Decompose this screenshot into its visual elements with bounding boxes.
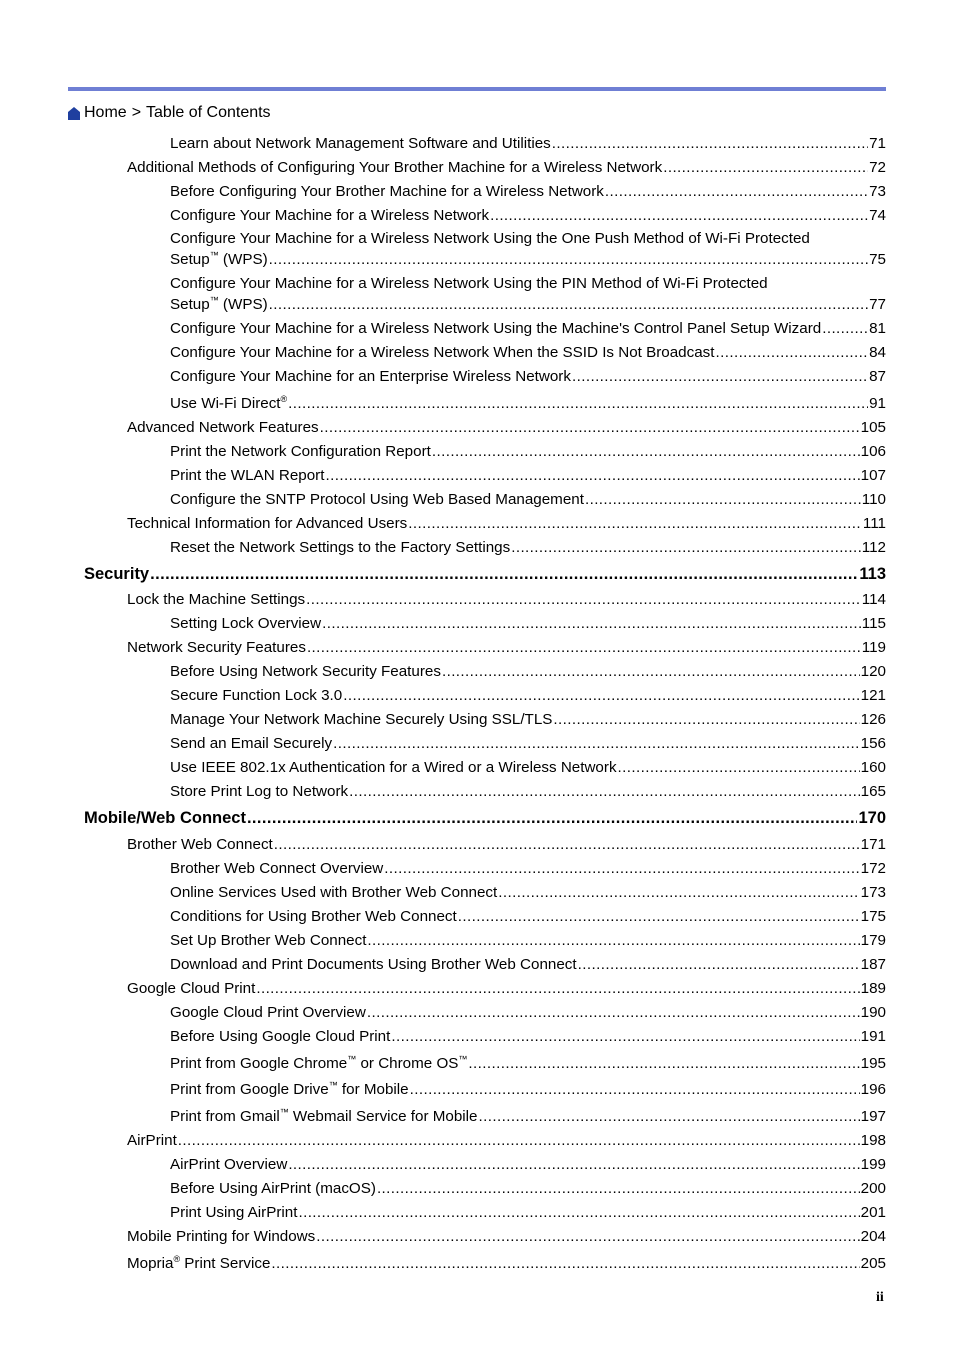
toc-entry-title[interactable] — [170, 1028, 390, 1045]
dot-leader — [479, 1108, 860, 1125]
toc-entry-title[interactable] — [127, 980, 255, 997]
toc-entry-page-number: 126 — [860, 711, 886, 728]
toc-entry[interactable] — [170, 250, 886, 268]
toc-entry-title[interactable] — [170, 687, 342, 704]
toc-entry-title-text: Store Print Log to Network — [170, 783, 349, 800]
dot-leader — [325, 467, 859, 484]
dot-leader — [269, 296, 868, 313]
toc-entry-title-text: Use Wi-Fi Direct — [170, 395, 281, 412]
toc-entry-title-text: Before Using Network Security Features — [170, 663, 441, 680]
toc-entry-page-number: 187 — [860, 956, 886, 973]
toc-entry-title-text: Network Security Features — [127, 639, 306, 656]
toc-entry-title-text: Reset the Network Settings to the Factory Settings — [170, 539, 511, 556]
toc-entry-title[interactable] — [84, 809, 246, 828]
toc-entry-page-number: 84 — [869, 344, 886, 361]
toc-entry-title-line[interactable]: Configure Your Machine for a Wireless Network Using the One Push Method of Wi-Fi Protected — [170, 230, 810, 247]
toc-entry-page-number: 195 — [860, 1055, 886, 1072]
dot-leader — [585, 491, 861, 508]
toc-entry-page-number: 77 — [869, 296, 886, 313]
toc-entry-title[interactable] — [170, 135, 551, 152]
toc-entry-title-text: Print from Gmail — [170, 1108, 280, 1125]
toc-entry-title-text: Advanced Network Features — [127, 419, 319, 436]
toc-entry[interactable] — [170, 295, 886, 313]
toc-entry[interactable] — [127, 590, 886, 608]
toc-entry-page-number: 107 — [860, 467, 886, 484]
toc-entry-title-text: Before Using Google Cloud Print — [170, 1028, 391, 1045]
toc-entry-title-text: Learn about Network Management Software and Utilities — [170, 135, 551, 152]
toc-entry-page-number: 172 — [860, 860, 886, 877]
toc-entry[interactable] — [170, 614, 886, 632]
toc-entry-title-tail: for Mobile — [337, 1081, 409, 1098]
toc-entry-page-number: 165 — [860, 783, 886, 800]
toc-entry-title[interactable] — [170, 759, 617, 776]
toc-entry-title[interactable] — [127, 1132, 177, 1149]
toc-entry-page-number: 173 — [860, 884, 886, 901]
toc-entry-title[interactable] — [127, 1228, 315, 1245]
toc-entry-title[interactable] — [170, 539, 510, 556]
toc-entry-title-text: Set Up Brother Web Connect — [170, 932, 367, 949]
trademark-mark: ™ — [328, 1080, 338, 1090]
dot-leader — [410, 1081, 860, 1098]
dot-leader — [256, 980, 859, 997]
toc-entry-title[interactable] — [170, 711, 552, 728]
toc-entry-title-text: Print Using AirPrint — [170, 1204, 298, 1221]
toc-entry-title[interactable] — [170, 932, 366, 949]
toc-entry-page-number: 91 — [869, 395, 886, 412]
toc-entry[interactable] — [170, 734, 886, 752]
toc-entry-page-number: 200 — [860, 1180, 886, 1197]
toc-entry-title[interactable] — [170, 1108, 478, 1125]
dot-leader — [490, 207, 868, 224]
toc-entry-page-number: 204 — [860, 1228, 886, 1245]
toc-entry-title[interactable] — [170, 908, 457, 925]
toc-entry-title[interactable] — [170, 251, 268, 268]
toc-entry-title-text: Lock the Machine Settings — [127, 591, 306, 608]
toc-entry[interactable] — [127, 1227, 886, 1245]
toc-entry-title-text: Configure Your Machine for an Enterprise Wireless Network — [170, 368, 571, 385]
toc-entry-title[interactable] — [170, 207, 489, 224]
toc-entry-title-text: Download and Print Documents Using Brother Web Connect — [170, 956, 577, 973]
toc-entry-title-text: Secure Function Lock 3.0 — [170, 687, 343, 704]
toc-entry[interactable] — [127, 418, 886, 436]
toc-entry[interactable] — [170, 367, 886, 385]
toc-entry-page-number: 156 — [860, 735, 886, 752]
toc-entry-title[interactable] — [170, 1081, 409, 1098]
breadcrumb-current: Table of Contents — [146, 104, 271, 121]
toc-entry[interactable] — [170, 206, 886, 224]
dot-leader — [715, 344, 868, 361]
breadcrumb-home-link[interactable]: Home — [84, 104, 127, 121]
dot-leader — [150, 565, 858, 584]
toc-entry-title-text: Brother Web Connect Overview — [170, 860, 384, 877]
toc-entry[interactable] — [170, 1155, 886, 1173]
toc-entry-page-number: 113 — [859, 565, 886, 583]
toc-entry-title-text: Manage Your Network Machine Securely Using SSL/TLS — [170, 711, 553, 728]
toc-entry-page-number: 170 — [858, 809, 886, 827]
toc-entry-page-number: 197 — [860, 1108, 886, 1125]
dot-leader — [511, 539, 861, 556]
toc-entry[interactable] — [127, 1131, 886, 1149]
dot-leader — [367, 932, 859, 949]
toc-entry-page-number: 75 — [869, 251, 886, 268]
home-icon[interactable] — [68, 107, 80, 120]
dot-leader — [316, 1228, 859, 1245]
toc-entry[interactable] — [170, 394, 886, 412]
trademark-mark: ™ — [209, 295, 219, 305]
header-rule — [68, 87, 886, 91]
dot-leader — [274, 836, 860, 853]
toc-entry-title[interactable] — [170, 1055, 467, 1072]
dot-leader — [663, 159, 868, 176]
toc-entry-page-number: 120 — [860, 663, 886, 680]
toc-entry[interactable] — [170, 343, 886, 361]
toc-entry[interactable] — [170, 859, 886, 877]
dot-leader — [822, 320, 868, 337]
trademark-mark: ™ — [458, 1054, 468, 1064]
dot-leader — [367, 1004, 860, 1021]
toc-entry-page-number: 71 — [869, 135, 886, 152]
dot-leader — [391, 1028, 859, 1045]
toc-entry-title-text: Brother Web Connect — [127, 836, 273, 853]
toc-entry[interactable] — [170, 758, 886, 776]
toc-entry-page-number: 198 — [860, 1132, 886, 1149]
toc-entry-title[interactable] — [127, 515, 407, 532]
trademark-mark: ® — [280, 394, 288, 404]
toc-entry-title[interactable] — [127, 419, 319, 436]
toc-entry-title[interactable] — [127, 159, 662, 176]
toc-entry-title-text: AirPrint Overview — [170, 1156, 288, 1173]
toc-entry-page-number: 196 — [860, 1081, 886, 1098]
toc-entry[interactable] — [170, 134, 886, 152]
dot-leader — [458, 908, 860, 925]
toc-entry-title-text: Online Services Used with Brother Web Connect — [170, 884, 498, 901]
toc-entry-title-tail: or Chrome OS — [356, 1055, 459, 1072]
toc-entry[interactable] — [170, 1027, 886, 1045]
toc-entry-title-text: Google Cloud Print — [127, 980, 256, 997]
dot-leader — [306, 591, 861, 608]
toc-entry[interactable] — [170, 538, 886, 556]
toc-entry-page-number: 74 — [869, 207, 886, 224]
toc-entry-title-text: Print the Network Configuration Report — [170, 443, 431, 460]
toc-entry-title-text: Use IEEE 802.1x Authentication for a Wired or a Wireless Network — [170, 759, 617, 776]
toc-entry-title-text: Configure Your Machine for a Wireless Network — [170, 207, 490, 224]
toc-entry-page-number: 179 — [860, 932, 886, 949]
toc-entry[interactable] — [170, 490, 886, 508]
toc-entry-title[interactable] — [127, 836, 273, 853]
toc-entry-page-number: 191 — [860, 1028, 886, 1045]
toc-entry-page-number: 105 — [860, 419, 886, 436]
toc-entry-title-text: Configure Your Machine for a Wireless Network Using the Machine's Control Panel Setup Wizard — [170, 320, 822, 337]
toc-entry-page-number: 199 — [860, 1156, 886, 1173]
dot-leader — [320, 419, 860, 436]
dot-leader — [178, 1132, 860, 1149]
toc-entry-title[interactable] — [170, 956, 577, 973]
toc-entry-page-number: 114 — [861, 591, 886, 608]
toc-entry-page-number: 106 — [860, 443, 886, 460]
dot-leader — [247, 809, 858, 828]
dot-leader — [498, 884, 859, 901]
toc-entry-title-text: Mopria — [127, 1255, 174, 1272]
toc-entry-title-text: Configure the SNTP Protocol Using Web Based Management — [170, 491, 584, 508]
toc-entry-page-number: 112 — [861, 539, 886, 556]
toc-entry[interactable] — [170, 710, 886, 728]
toc-entry[interactable] — [170, 931, 886, 949]
breadcrumb — [68, 103, 271, 123]
toc-entry[interactable] — [127, 1254, 886, 1272]
toc-entry-title[interactable] — [170, 1180, 376, 1197]
trademark-mark: ® — [173, 1254, 181, 1264]
dot-leader — [307, 639, 861, 656]
toc-entry-title-tail: (WPS) — [218, 296, 268, 313]
toc-entry[interactable] — [127, 835, 886, 853]
toc-entry[interactable] — [170, 466, 886, 484]
toc-entry[interactable] — [170, 1203, 886, 1221]
toc-entry-title-text: AirPrint — [127, 1132, 177, 1149]
toc-entry-title-text: Before Configuring Your Brother Machine for a Wireless Network — [170, 183, 604, 200]
toc-entry-title-text: Setup — [170, 251, 210, 268]
toc-entry-page-number: 81 — [869, 320, 886, 337]
dot-leader — [552, 135, 868, 152]
dot-leader — [333, 735, 860, 752]
trademark-mark: ™ — [347, 1054, 357, 1064]
toc-entry-title[interactable] — [170, 1004, 366, 1021]
toc-entry-title[interactable] — [170, 663, 441, 680]
toc-entry-title[interactable] — [170, 1156, 287, 1173]
toc-entry-title-text: Print the WLAN Report — [170, 467, 325, 484]
toc-entry[interactable] — [170, 442, 886, 460]
toc-entry-title-text: Before Using AirPrint (macOS) — [170, 1180, 376, 1197]
dot-leader — [572, 368, 868, 385]
toc-entry[interactable] — [127, 514, 886, 532]
toc-entry-title-text: Additional Methods of Configuring Your Brother Machine for a Wireless Network — [127, 159, 663, 176]
toc-entry-title-text: Google Cloud Print Overview — [170, 1004, 366, 1021]
toc-entry-title[interactable] — [170, 320, 821, 337]
toc-entry[interactable] — [170, 1054, 886, 1072]
toc-entry-title[interactable] — [170, 783, 348, 800]
dot-leader — [298, 1204, 859, 1221]
toc-entry-page-number: 121 — [860, 687, 886, 704]
dot-leader — [377, 1180, 860, 1197]
toc-entry-page-number: 190 — [860, 1004, 886, 1021]
toc-entry-page-number: 87 — [869, 368, 886, 385]
toc-entry[interactable] — [170, 182, 886, 200]
dot-leader — [618, 759, 860, 776]
breadcrumb-separator: > — [131, 104, 142, 121]
dot-leader — [468, 1055, 859, 1072]
toc-entry-page-number: 171 — [860, 836, 886, 853]
toc-entry-title-text: Mobile Printing for Windows — [127, 1228, 316, 1245]
toc-entry-title-tail: Print Service — [180, 1255, 271, 1272]
toc-entry-title-text: Setup — [170, 296, 210, 313]
toc-entry-title-text: Setting Lock Overview — [170, 615, 322, 632]
toc-entry[interactable] — [170, 319, 886, 337]
dot-leader — [271, 1255, 859, 1272]
toc-entry[interactable] — [84, 566, 886, 584]
toc-entry-title[interactable] — [170, 443, 431, 460]
dot-leader — [343, 687, 859, 704]
toc-entry[interactable] — [127, 158, 886, 176]
dot-leader — [442, 663, 860, 680]
toc-entry-page-number: 115 — [861, 615, 886, 632]
toc-entry[interactable] — [170, 883, 886, 901]
toc-entry-page-number: 201 — [860, 1204, 886, 1221]
toc-entry[interactable] — [170, 1003, 886, 1021]
toc-entry-title-text: Configure Your Machine for a Wireless Network When the SSID Is Not Broadcast — [170, 344, 715, 361]
toc-entry[interactable] — [170, 662, 886, 680]
dot-leader — [553, 711, 859, 728]
trademark-mark: ™ — [279, 1107, 289, 1117]
toc-entry-title-text: Technical Information for Advanced Users — [127, 515, 408, 532]
toc-entry-title[interactable] — [84, 565, 149, 584]
toc-entry[interactable] — [170, 907, 886, 925]
toc-entry[interactable] — [170, 686, 886, 704]
toc-entry-page-number: 119 — [861, 639, 886, 656]
toc-entry[interactable] — [127, 979, 886, 997]
dot-leader — [288, 1156, 859, 1173]
toc-entry-title[interactable] — [127, 1255, 270, 1272]
toc-entry-title[interactable] — [170, 884, 497, 901]
toc-entry-title[interactable] — [170, 395, 287, 412]
toc-entry-title[interactable] — [170, 344, 714, 361]
toc-entry-title[interactable] — [170, 615, 321, 632]
footer-page-number: ii — [876, 1290, 884, 1305]
toc-entry-title[interactable] — [170, 1204, 297, 1221]
toc-entry-page-number: 73 — [869, 183, 886, 200]
toc-entry-title[interactable] — [170, 860, 383, 877]
toc-entry-page-number: 205 — [860, 1255, 886, 1272]
toc-entry-page-number: 110 — [861, 491, 886, 508]
toc-entry-title[interactable] — [170, 491, 584, 508]
toc-entry-title-text: Mobile/Web Connect — [84, 809, 246, 827]
toc-entry[interactable] — [170, 1179, 886, 1197]
toc-entry-title-text: Print from Google Chrome — [170, 1055, 348, 1072]
toc-entry-page-number: 111 — [862, 515, 886, 532]
dot-leader — [432, 443, 860, 460]
toc-entry-page-number: 175 — [860, 908, 886, 925]
dot-leader — [408, 515, 862, 532]
toc-entry-title[interactable] — [170, 296, 268, 313]
dot-leader — [269, 251, 868, 268]
toc-entry-title[interactable] — [127, 591, 305, 608]
dot-leader — [349, 783, 860, 800]
trademark-mark: ™ — [209, 250, 219, 260]
dot-leader — [288, 395, 868, 412]
dot-leader — [384, 860, 859, 877]
toc-entry-page-number: 189 — [860, 980, 886, 997]
toc-entry[interactable] — [170, 1080, 886, 1098]
toc-entry-title-text: Conditions for Using Brother Web Connect — [170, 908, 457, 925]
toc-entry-title-text: Send an Email Securely — [170, 735, 333, 752]
toc-entry-title[interactable] — [170, 735, 332, 752]
dot-leader — [322, 615, 861, 632]
toc-entry-title[interactable] — [170, 183, 604, 200]
toc-entry-title-tail: (WPS) — [218, 251, 268, 268]
dot-leader — [605, 183, 868, 200]
toc-entry-title-text: Security — [84, 565, 150, 583]
toc-entry-page-number: 72 — [869, 159, 886, 176]
toc-entry[interactable] — [84, 810, 886, 828]
toc-entry[interactable] — [170, 955, 886, 973]
toc-entry[interactable] — [127, 638, 886, 656]
toc-entry[interactable] — [170, 782, 886, 800]
toc-entry-title[interactable] — [170, 368, 571, 385]
toc-entry-title[interactable] — [170, 467, 324, 484]
toc-entry-title-tail: Webmail Service for Mobile — [288, 1108, 478, 1125]
dot-leader — [578, 956, 860, 973]
toc-entry-title[interactable] — [127, 639, 306, 656]
toc-entry-title-line[interactable]: Configure Your Machine for a Wireless Network Using the PIN Method of Wi-Fi Protected — [170, 275, 768, 292]
toc-entry-page-number: 160 — [860, 759, 886, 776]
toc-entry-title-text: Print from Google Drive — [170, 1081, 329, 1098]
toc-entry[interactable] — [170, 1107, 886, 1125]
